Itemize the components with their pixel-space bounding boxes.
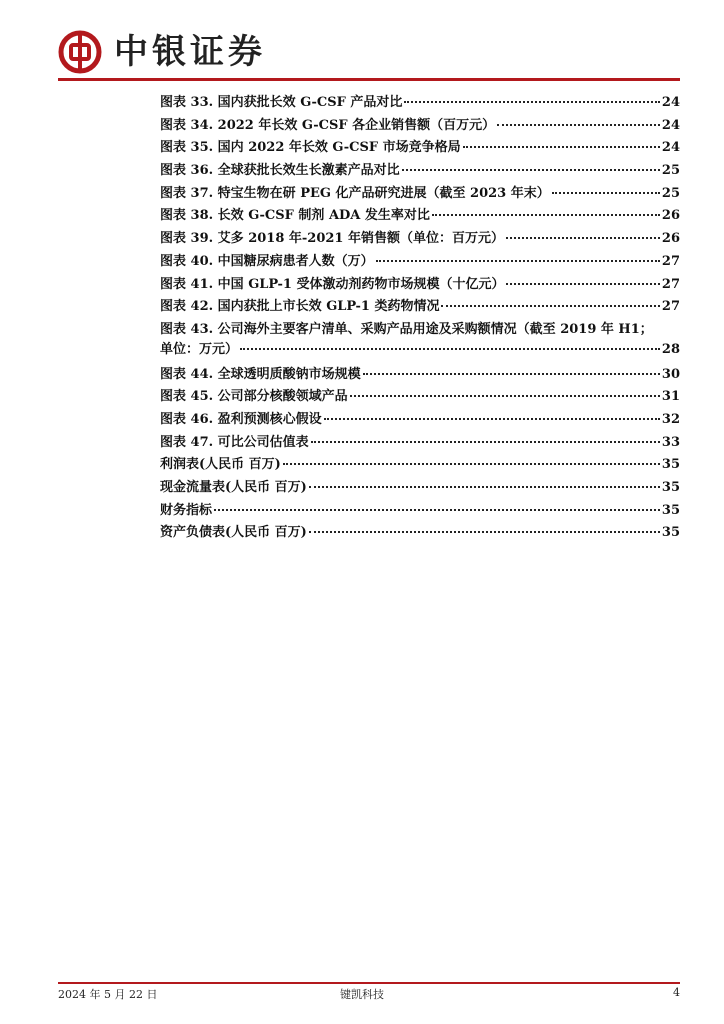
- toc-entry-title: 资产负债表(人民币 百万): [160, 525, 307, 541]
- toc-entry[interactable]: [160, 455, 680, 475]
- dot-leader: [506, 237, 660, 239]
- toc-entry[interactable]: [160, 229, 680, 249]
- dot-leader: [309, 486, 660, 488]
- toc-entry-title: 图表 36. 全球获批长效生长激素产品对比: [160, 163, 400, 179]
- brand-name: 中银证券: [114, 32, 266, 72]
- toc-entry[interactable]: [160, 523, 680, 543]
- toc-entry-title: 图表 39. 艾多 2018 年-2021 年销售额（单位：百万元）: [160, 231, 505, 247]
- toc-entry-page: 24: [661, 117, 680, 133]
- toc-entry[interactable]: [160, 138, 680, 158]
- dot-leader: [283, 463, 660, 465]
- toc-entry-title: 图表 35. 国内 2022 年长效 G-CSF 市场竞争格局: [160, 140, 461, 156]
- toc-entry-title: 财务指标: [160, 502, 213, 518]
- dot-leader: [506, 283, 659, 285]
- footer-page-number: 4: [673, 986, 680, 999]
- toc-entry-title: 图表 38. 长效 G-CSF 制剂 ADA 发生率对比: [160, 208, 430, 224]
- toc-entry-title: 图表 41. 中国 GLP-1 受体激动剂药物市场规模（十亿元）: [160, 276, 505, 292]
- toc-entry-page: 30: [661, 366, 680, 382]
- toc-entry-page: 25: [661, 185, 680, 201]
- toc-entry-page: 33: [661, 434, 680, 450]
- toc-entry[interactable]: [160, 365, 680, 385]
- dot-leader: [376, 260, 660, 262]
- dot-leader: [350, 395, 660, 397]
- toc-entry-page: 35: [661, 525, 680, 541]
- dot-leader: [552, 192, 660, 194]
- toc-entry[interactable]: [160, 320, 680, 362]
- dot-leader: [214, 509, 660, 511]
- dot-leader: [432, 214, 660, 216]
- bank-of-china-logo-icon: [58, 30, 102, 74]
- dot-leader: [441, 305, 659, 307]
- footer-divider: [58, 982, 680, 984]
- dot-leader: [463, 146, 660, 148]
- toc-entry-title: 现金流量表(人民币 百万): [160, 480, 307, 495]
- dot-leader: [497, 124, 660, 126]
- dot-leader: [311, 441, 660, 443]
- toc-entry-page: 28: [661, 341, 680, 357]
- toc-entry-page: 27: [661, 253, 680, 269]
- toc-entry[interactable]: [160, 93, 680, 113]
- toc-entry[interactable]: [160, 478, 680, 498]
- toc-entry-title: 图表 42. 国内获批上市长效 GLP-1 类药物情况: [160, 299, 440, 315]
- dot-leader: [309, 531, 660, 533]
- toc-entry[interactable]: [160, 410, 680, 430]
- dot-leader: [363, 373, 660, 375]
- toc-entry-title: 图表 40. 中国糖尿病患者人数（万）: [160, 253, 374, 269]
- toc-entry-page: 35: [661, 502, 680, 518]
- toc-entry[interactable]: [160, 501, 680, 521]
- toc-entry[interactable]: [160, 297, 680, 317]
- toc-entry-page: 27: [661, 299, 680, 315]
- toc-entry-title: 图表 34. 2022 年长效 G-CSF 各企业销售额（百万元）: [160, 117, 496, 133]
- toc-entry-page: 27: [661, 276, 680, 292]
- toc-entry[interactable]: [160, 275, 680, 295]
- footer-company: 键凯科技: [340, 988, 384, 1001]
- toc-entry[interactable]: [160, 387, 680, 407]
- toc-entry-page: 24: [661, 140, 680, 156]
- dot-leader: [404, 101, 659, 103]
- footer-date: 2024 年 5 月 22 日: [58, 988, 158, 1001]
- dot-leader: [402, 169, 660, 171]
- toc-entry-page: 26: [661, 231, 680, 247]
- toc-entry-page: 35: [661, 480, 680, 495]
- toc-entry-page: 32: [661, 411, 680, 427]
- header-divider: [58, 78, 680, 81]
- toc-entry[interactable]: [160, 206, 680, 226]
- table-of-contents: [160, 93, 680, 546]
- toc-entry[interactable]: [160, 252, 680, 272]
- toc-entry-page: 31: [661, 389, 680, 405]
- toc-entry[interactable]: [160, 161, 680, 181]
- dot-leader: [240, 348, 660, 350]
- toc-entry-page: 35: [661, 457, 680, 473]
- toc-entry[interactable]: [160, 184, 680, 204]
- toc-entry[interactable]: [160, 116, 680, 136]
- toc-entry-page: 26: [661, 208, 680, 224]
- toc-entry-title: 图表 47. 可比公司估值表: [160, 434, 309, 450]
- page-header: [58, 28, 680, 76]
- toc-entry-page: 24: [661, 95, 680, 110]
- toc-entry-title: 利润表(人民币 百万): [160, 457, 281, 473]
- toc-entry-title: 图表 33. 国内获批长效 G-CSF 产品对比: [160, 95, 403, 110]
- dot-leader: [324, 418, 660, 420]
- toc-entry[interactable]: [160, 433, 680, 453]
- toc-entry-title: 图表 37. 特宝生物在研 PEG 化产品研究进展（截至 2023 年末）: [160, 185, 550, 201]
- toc-entry-title: 图表 46. 盈利预测核心假设: [160, 411, 322, 427]
- toc-entry-title: 图表 44. 全球透明质酸钠市场规模: [160, 366, 361, 382]
- toc-entry-page: 25: [661, 163, 680, 179]
- toc-entry-title-line2: 单位：万元）: [160, 341, 239, 357]
- toc-entry-title-line1: 图表 43. 公司海外主要客户清单、采购产品用途及采购额情况（截至 2019 年 H1；: [160, 321, 653, 337]
- toc-entry-title: 图表 45. 公司部分核酸领域产品: [160, 389, 348, 405]
